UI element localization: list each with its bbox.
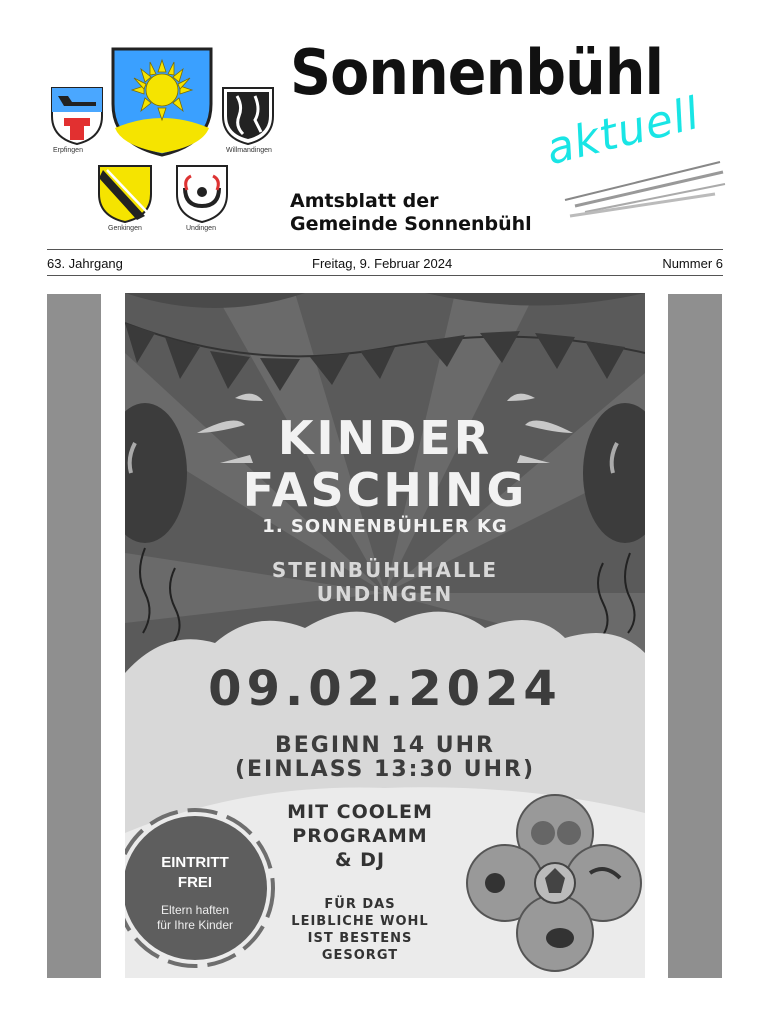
badge-line2: FREI [177,874,213,891]
issue-volume: 63. Jahrgang [47,256,123,271]
poster-date: 09.02.2024 [208,661,562,717]
crest-sonnenbuehl-sun-icon [110,46,214,158]
poster-food-line1: FÜR DAS [324,897,396,912]
rule-top [47,249,723,250]
poster-title-line2: FASCHING [242,463,528,517]
badge-line3: Eltern haften [160,903,230,917]
right-side-bar [668,294,722,978]
poster-program-line2: PROGRAMM [292,825,428,847]
poster-program-line3: & DJ [334,849,386,871]
masthead-tagline: aktuell [541,87,705,176]
poster-title-line1: KINDER [277,411,493,465]
poster-program-line1: MIT COOLEM [287,801,433,823]
poster-venue-line1: STEINBÜHLHALLE [271,558,499,582]
crest-genkingen-icon [97,164,153,224]
poster-food-line3: IST BESTENS [307,931,413,946]
crest-erpfingen-icon [50,86,104,146]
poster-food-line2: LEIBLICHE WOHL [291,914,429,929]
rule-bottom [47,275,723,276]
crest-label-undingen: Undingen [186,225,216,232]
subtitle-line-2: Gemeinde Sonnenbühl [290,213,532,235]
crest-undingen-icon [175,164,229,224]
crest-willmandingen-icon [221,86,275,146]
poster-entry-time: (EINLASS 13:30 UHR) [234,757,536,782]
poster-venue-line2: UNDINGEN [316,582,454,606]
badge-line4: für Ihre Kinder [156,918,234,932]
crest-label-erpfingen: Erpfingen [53,147,83,154]
poster-food-line4: GESORGT [321,948,399,963]
poster-kinderfasching [125,293,645,978]
issue-date: Freitag, 9. Februar 2024 [312,256,453,271]
left-side-bar [47,294,101,978]
poster-organizer: 1. SONNENBÜHLER KG [262,516,508,537]
subtitle-line-1: Amtsblatt der [290,190,439,212]
crest-label-genkingen: Genkingen [108,225,142,232]
issue-number: Nummer 6 [662,256,723,271]
masthead-title: Sonnenbühl [290,36,664,109]
crest-label-willmandingen: Willmandingen [226,147,272,154]
poster-start-time: BEGINN 14 UHR [274,733,495,758]
masthead-subtitle [290,190,532,236]
badge-line1: EINTRITT [161,854,229,871]
